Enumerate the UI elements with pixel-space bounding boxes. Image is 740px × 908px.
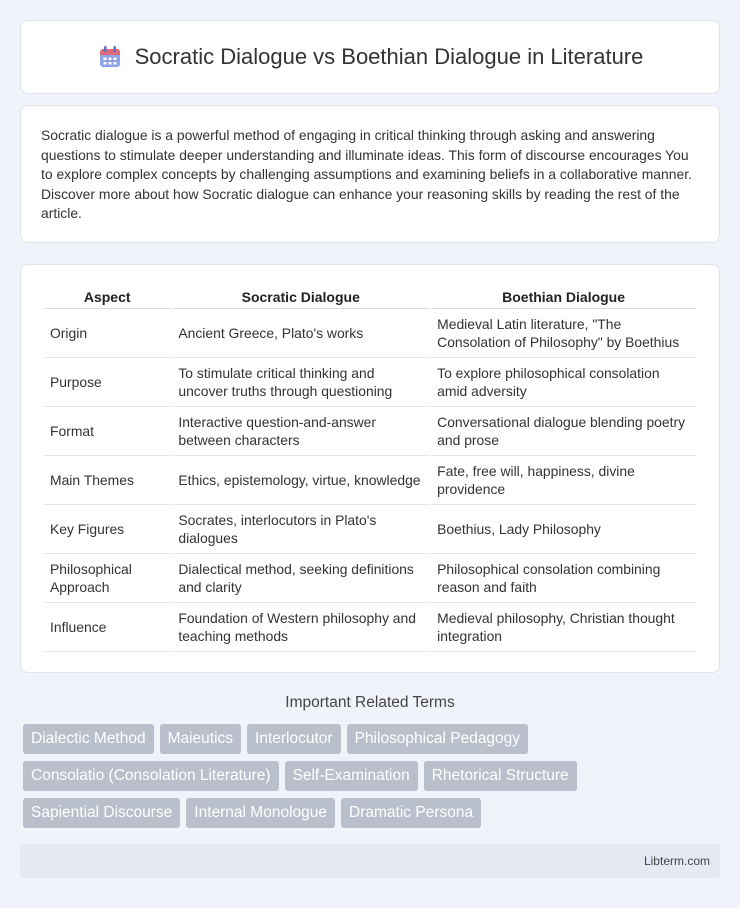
row-socratic: Interactive question-and-answer between characters (172, 407, 429, 456)
related-term-tag[interactable]: Philosophical Pedagogy (347, 724, 528, 754)
row-aspect: Influence (44, 603, 170, 652)
row-socratic: Ethics, epistemology, virtue, knowledge (172, 456, 429, 505)
row-aspect: Philosophical Approach (44, 554, 170, 603)
related-term-tag[interactable]: Dialectic Method (23, 724, 154, 754)
table-row (44, 554, 696, 603)
row-boethian: Boethius, Lady Philosophy (431, 505, 696, 554)
comparison-table (42, 285, 698, 652)
related-term-tag[interactable]: Sapiential Discourse (23, 798, 180, 828)
table-header-row (44, 285, 696, 309)
related-term-tag[interactable]: Maieutics (160, 724, 241, 754)
table-row (44, 603, 696, 652)
row-boethian: Fate, free will, happiness, divine providence (431, 456, 696, 505)
intro-text: Socratic dialogue is a powerful method of engaging in critical thinking through asking and answering questions to stimulate deeper understanding and illuminate ideas. This form of discourse encourages You to explore complex concepts by challenging assumptions and examining beliefs in a collaborative manner. Discover more about how Socratic dialogue can enhance your reasoning skills by reading the rest of the article. (41, 127, 692, 221)
row-boethian: To explore philosophical consolation amid adversity (431, 358, 696, 407)
row-socratic: Socrates, interlocutors in Plato's dialogues (172, 505, 429, 554)
row-socratic: Ancient Greece, Plato's works (172, 309, 429, 358)
header-boethian: Boethian Dialogue (431, 285, 696, 309)
page-title: Socratic Dialogue vs Boethian Dialogue in Literature (134, 44, 644, 69)
table-row (44, 358, 696, 407)
header-aspect: Aspect (44, 285, 170, 309)
intro-card (20, 105, 720, 243)
table-row (44, 505, 696, 554)
table-row (44, 407, 696, 456)
footer (20, 844, 720, 878)
row-boethian: Conversational dialogue blending poetry and prose (431, 407, 696, 456)
table-row (44, 456, 696, 505)
comparison-table-card (20, 264, 720, 673)
row-aspect: Origin (44, 309, 170, 358)
row-boethian: Medieval Latin literature, "The Consolation of Philosophy" by Boethius (431, 309, 696, 358)
row-aspect: Purpose (44, 358, 170, 407)
row-boethian: Philosophical consolation combining reason and faith (431, 554, 696, 603)
header-socratic: Socratic Dialogue (172, 285, 429, 309)
related-terms-title: Important Related Terms (285, 694, 455, 711)
row-socratic: Dialectical method, seeking definitions and clarity (172, 554, 429, 603)
footer-brand-link[interactable]: Libterm.com (643, 854, 710, 868)
row-boethian: Medieval philosophy, Christian thought integration (431, 603, 696, 652)
row-socratic: To stimulate critical thinking and uncover truths through questioning (172, 358, 429, 407)
header-card (20, 20, 720, 94)
related-term-tag[interactable]: Interlocutor (247, 724, 341, 754)
related-term-tag[interactable]: Rhetorical Structure (424, 761, 577, 791)
calendar-icon (97, 44, 123, 70)
related-terms-list (20, 724, 720, 828)
row-socratic: Foundation of Western philosophy and teaching methods (172, 603, 429, 652)
related-term-tag[interactable]: Self-Examination (285, 761, 418, 791)
related-term-tag[interactable]: Internal Monologue (186, 798, 335, 828)
row-aspect: Main Themes (44, 456, 170, 505)
row-aspect: Key Figures (44, 505, 170, 554)
related-term-tag[interactable]: Consolatio (Consolation Literature) (23, 761, 279, 791)
table-row (44, 309, 696, 358)
row-aspect: Format (44, 407, 170, 456)
related-term-tag[interactable]: Dramatic Persona (341, 798, 481, 828)
